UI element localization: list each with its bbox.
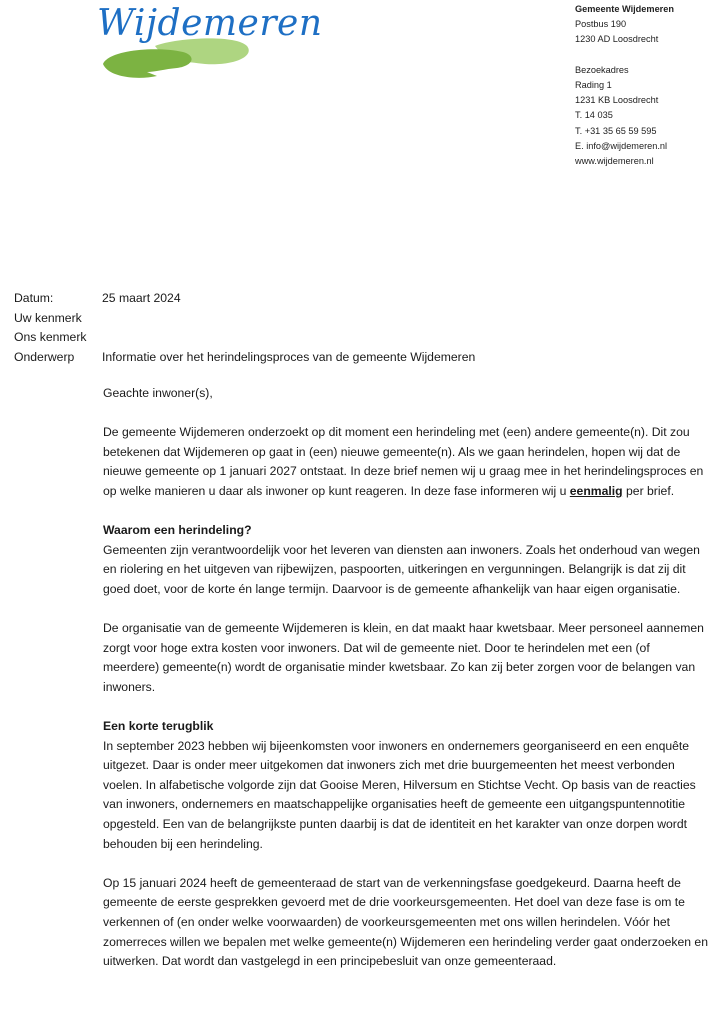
- salutation: Geachte inwoner(s),: [103, 386, 213, 400]
- municipality-logo: [95, 2, 323, 82]
- section-why-paragraph-1: Gemeenten zijn verantwoordelijk voor het leveren van diensten aan inwoners. Zoals het onderhoud van wegen en riolering en het uitgeven van rijbewijzen, paspoorten, uitkeringen en vergunningen. Belangrijk is dat zij dit goed doet, voor de korte én lange termijn. Daarvoor is de gemeente afhankelijk van haar eigen organisatie.: [103, 542, 700, 596]
- intro-paragraph: [103, 423, 708, 501]
- our-ref-label: Ons kenmerk: [14, 330, 87, 344]
- sender-name: Gemeente Wijdemeren: [575, 4, 674, 14]
- section-lookback-paragraph-1: In september 2023 hebben wij bijeenkomsten voor inwoners en ondernemers georganiseerd en een enquête uitgezet. Daar is onder meer uitgekomen dat inwoners zich met drie buurgemeenten het meest verbonden voelen. In alfabetische volgorde zijn dat Gooise Meren, Hilversum en Stichtse Vecht. Op basis van de reacties van inwoners, ondernemers en maatschappelijke organisaties heeft de gemeente een uitgangspuntennotitie opgesteld. Een van de belangrijkste punten daarbij is dat de identiteit en het karakter van onze dorpen wordt behouden bij een herindeling.: [103, 738, 696, 851]
- phone-2: T. +31 35 65 59 595: [575, 125, 657, 136]
- lily-pad-dark: [103, 49, 192, 78]
- section-why-paragraph-2: De organisatie van de gemeente Wijdemeren is klein, en dat maakt haar kwetsbaar. Meer personeel aannemen zorgt voor hoge extra kosten voor inwoners. Dat wil de gemeente niet. Door te herindelen met een (of meerdere) gemeente(n) wordt de organisatie minder kwetsbaar. Zo kan zij beter zorgen voor de belangen van inwoners.: [103, 621, 704, 694]
- postal-line-1: Postbus 190: [575, 19, 627, 30]
- letter-body: [103, 384, 708, 972]
- meta-row-subject: [14, 348, 475, 368]
- phone-1: T. 14 035: [575, 110, 613, 121]
- logo-wordmark: Wijdemeren: [97, 3, 323, 44]
- sender-address-block: [575, 2, 674, 169]
- section-heading-lookback: Een korte terugblik: [103, 719, 214, 734]
- date-value: 25 maart 2024: [102, 291, 181, 305]
- postal-line-2: 1230 AD Loosdrecht: [575, 34, 659, 45]
- section-heading-why: Waarom een herindeling?: [103, 523, 252, 538]
- intro-emphasis: eenmalig: [569, 483, 623, 498]
- visit-line-2: 1231 KB Loosdrecht: [575, 95, 659, 106]
- email-address: E. info@wijdemeren.nl: [575, 140, 668, 151]
- meta-row-your-ref: [14, 309, 475, 329]
- visit-address-label: Bezoekadres: [575, 64, 629, 75]
- meta-row-date: [14, 289, 475, 309]
- intro-text-end: per brief.: [622, 483, 675, 498]
- subject-label: Onderwerp: [14, 349, 75, 364]
- intro-text: De gemeente Wijdemeren onderzoekt op dit moment een herindeling met (een) andere gemeente(n). Dit zou betekenen dat Wijdemeren op gaat in (een) nieuwe gemeente(n). Als we gaan herindelen, hopen wij dat de nieuwe gemeente op 1 januari 2027 ontstaat. In deze brief nemen wij u graag mee in het herindelingsproces en op welke manieren u daar als inwoner op kunt reageren. In deze fase informeren wij u: [103, 425, 704, 498]
- letter-meta: [14, 289, 475, 367]
- meta-row-our-ref: [14, 328, 475, 348]
- subject-value: Informatie over het herindelingsproces van de gemeente Wijdemeren: [102, 349, 476, 364]
- date-label: Datum:: [14, 291, 54, 305]
- visit-line-1: Rading 1: [575, 80, 612, 90]
- section-lookback-paragraph-2: Op 15 januari 2024 heeft de gemeenteraad de start van de verkenningsfase goedgekeurd. Daarna heeft de gemeente de eerste gesprekken gevoerd met de drie voorkeursgemeenten. Het doel van deze fase is om te verkennen of (en onder welke voorwaarden) de voorkeursgemeenten met ons willen herindelen. Vóór het zomerreces willen we bepalen met welke gemeente(n) Wijdemeren een herindeling verder gaat onderzoeken en uitwerken. Dat wordt dan vastgelegd in een principebesluit van onze gemeenteraad.: [103, 875, 708, 969]
- website-link[interactable]: www.wijdemeren.nl: [575, 156, 654, 167]
- your-ref-label: Uw kenmerk: [14, 310, 82, 325]
